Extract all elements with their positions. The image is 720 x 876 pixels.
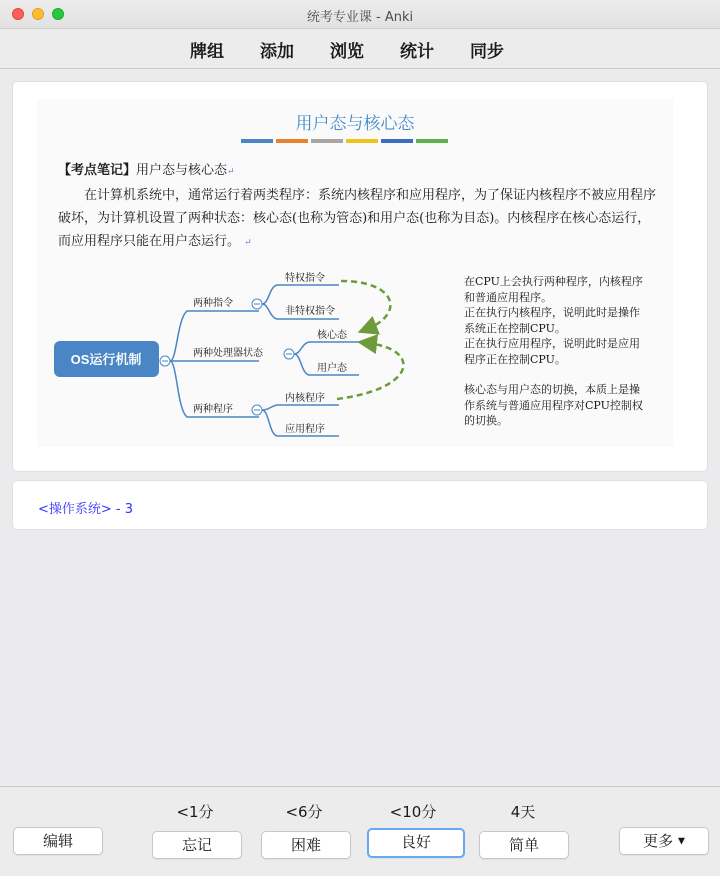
mindmap-diagram: [37, 259, 457, 449]
side-note-1: 在CPU上会执行两种程序，内核程序和普通应用程序。: [464, 275, 643, 304]
more-label: 更多: [643, 832, 674, 850]
tag-card: [13, 481, 707, 529]
title-bar: [0, 0, 720, 29]
nav-browse[interactable]: 浏览: [330, 42, 364, 62]
branch-instructions: 两种指令: [193, 298, 233, 309]
again-button[interactable]: 忘记: [152, 831, 242, 859]
color-bar-5: [381, 139, 413, 143]
interval-easy: 4天: [510, 803, 536, 821]
leaf-non-privileged: 非特权指令: [285, 306, 335, 317]
easy-button[interactable]: 简单: [479, 831, 569, 859]
color-bar-6: [416, 139, 448, 143]
color-bar-2: [276, 139, 308, 143]
more-button[interactable]: [619, 827, 709, 855]
chevron-down-icon: ▼: [677, 836, 685, 847]
leaf-kernel-program: 内核程序: [285, 393, 325, 404]
mindmap-root-label: OS运行机制: [70, 352, 142, 367]
note-text: [58, 159, 658, 255]
hard-button[interactable]: 困难: [261, 831, 351, 859]
leaf-user-mode: 用户态: [317, 363, 347, 374]
window-title: 统考专业课 - Anki: [306, 10, 414, 25]
answer-bar: [0, 786, 720, 876]
note-paragraph: 在计算机系统中，通常运行着两类程序：系统内核程序和应用程序，为了保证内核程序不被应用程序破坏，为计算机设置了两种状态：核心态(也称为管态)和用户态(也称为目态)。内核程序在核心态运行，而应用程序只能在用户态运行。: [58, 188, 657, 249]
branch-processor-states: 两种处理器状态: [193, 348, 263, 359]
edit-button[interactable]: 编辑: [13, 827, 103, 855]
interval-hard: <6分: [285, 803, 323, 821]
good-button[interactable]: 良好: [367, 828, 465, 858]
nav-stats[interactable]: 统计: [400, 42, 434, 62]
note-heading: 【考点笔记】: [58, 163, 137, 178]
leaf-application-program: 应用程序: [285, 424, 325, 435]
branch-programs: 两种程序: [193, 404, 233, 415]
nav-add[interactable]: 添加: [260, 42, 294, 62]
side-note-4: 核心态与用户态的切换，本质上是操作系统与普通应用程序对CPU控制权的切换。: [464, 383, 643, 427]
card-title: 用户态与核心态: [295, 114, 415, 134]
deck-tag-text: <操作系统> - 3: [38, 502, 134, 517]
side-note: [464, 274, 644, 429]
side-note-3: 正在执行应用程序，说明此时是应用程序正在控制CPU。: [464, 337, 640, 366]
note-heading-text: 用户态与核心态: [136, 163, 228, 178]
return-mark: ↵: [227, 167, 235, 177]
color-bar-3: [311, 139, 343, 143]
interval-good: <10分: [389, 803, 437, 821]
nav-decks[interactable]: 牌组: [190, 42, 224, 62]
leaf-kernel-mode: 核心态: [317, 330, 347, 341]
leaf-privileged: 特权指令: [285, 273, 325, 284]
nav-sync[interactable]: 同步: [470, 42, 504, 62]
color-bar-4: [346, 139, 378, 143]
paragraph-mark: ↵: [244, 238, 252, 248]
color-bar-1: [241, 139, 273, 143]
card-content: [37, 99, 673, 447]
switch-arrow-1: [341, 281, 390, 329]
interval-again: <1分: [176, 803, 214, 821]
main-toolbar: [0, 29, 720, 69]
side-note-2: 正在执行内核程序，说明此时是操作系统正在控制CPU。: [464, 306, 640, 335]
review-card: [13, 82, 707, 471]
